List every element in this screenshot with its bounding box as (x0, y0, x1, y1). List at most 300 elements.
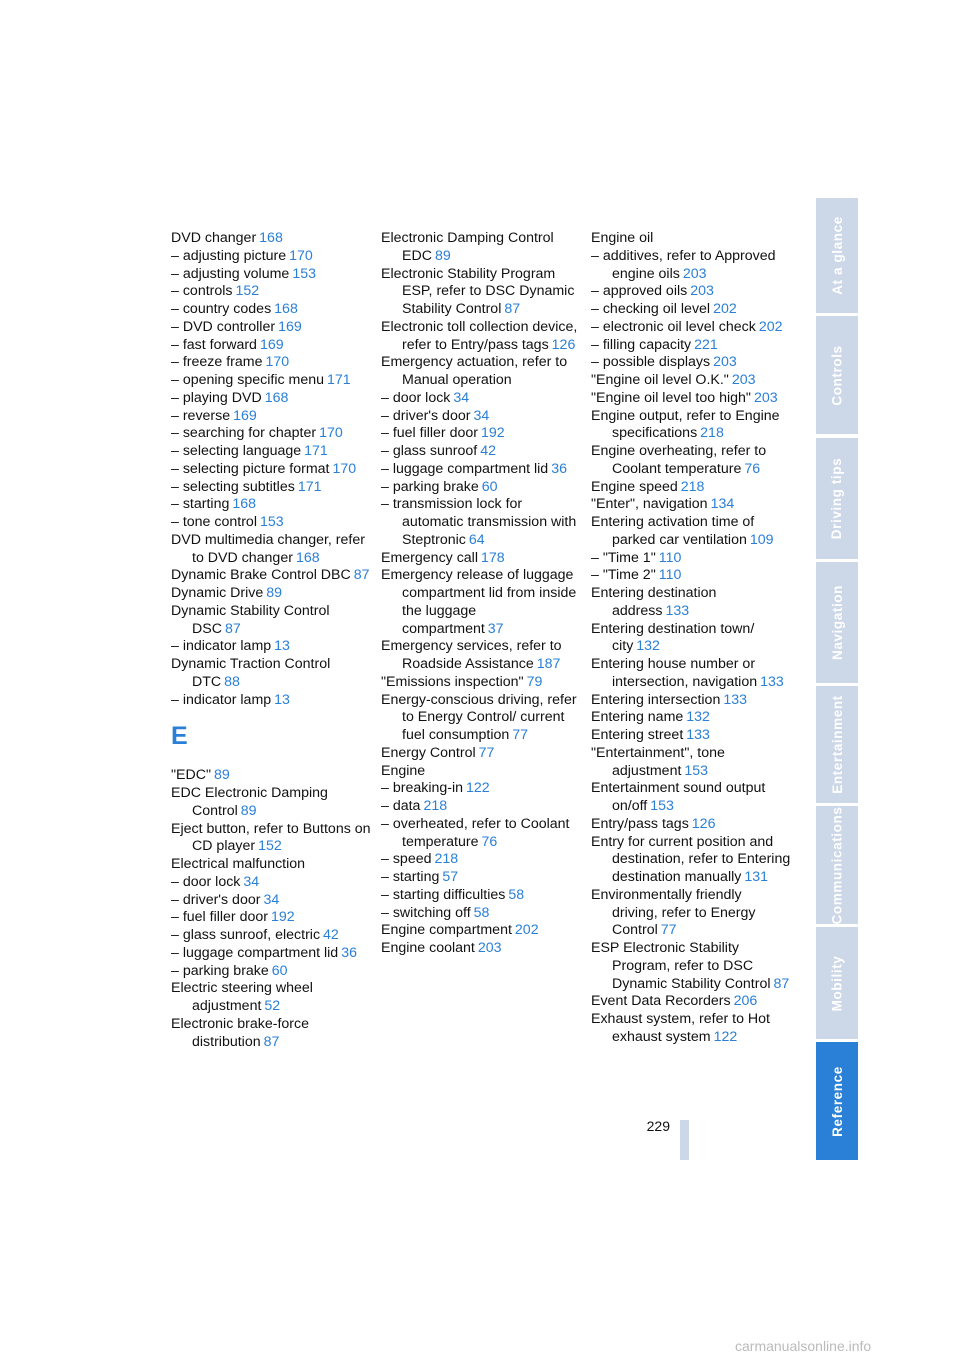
page-reference-link[interactable]: 60 (271, 962, 288, 979)
page-reference-link[interactable]: 76 (744, 460, 761, 477)
page-reference-link[interactable]: 89 (434, 247, 451, 264)
page-reference-link[interactable]: 202 (514, 922, 539, 939)
index-entry (591, 656, 791, 692)
index-entry (171, 266, 373, 284)
index-entry (381, 692, 581, 745)
index-entry (171, 301, 373, 319)
tab-label: Navigation (829, 584, 845, 661)
index-entry (381, 940, 581, 958)
page-reference-link[interactable]: 203 (690, 283, 714, 300)
entry-text: Engine output, refer to Engine specifications (591, 407, 780, 442)
page-reference-link[interactable]: 218 (423, 798, 448, 814)
page-reference-link[interactable]: 169 (233, 407, 257, 424)
index-entry (171, 656, 373, 692)
page-reference-link[interactable]: 168 (232, 496, 257, 513)
page-reference-link[interactable]: 203 (713, 354, 737, 371)
entry-text: – adjusting picture (171, 247, 287, 264)
entry-text: Dynamic Traction Control DTC (171, 656, 331, 690)
entry-text: – fuel filler door (171, 909, 268, 926)
index-entry (381, 851, 581, 869)
page-reference-link[interactable]: 153 (259, 514, 284, 530)
page-reference-link[interactable]: 89 (240, 802, 257, 819)
index-entry (381, 567, 581, 638)
tab-label: At a glance (829, 216, 845, 295)
page-number-bar (680, 1120, 689, 1160)
entry-text: "EDC" (171, 767, 212, 784)
entry-text: "Engine oil level too high" (591, 389, 751, 406)
index-entry (591, 479, 791, 497)
entry-text: – selecting subtitles (171, 478, 295, 495)
index-entry (381, 443, 581, 461)
page-reference-link[interactable]: 171 (304, 443, 328, 459)
index-entry (591, 230, 791, 248)
section-tabs (816, 198, 858, 1160)
page-reference-link[interactable]: 171 (297, 478, 322, 495)
section-letter: E (171, 722, 188, 751)
index-entry (171, 638, 373, 656)
index-entry (171, 909, 373, 927)
index-entry (171, 980, 373, 1016)
page-reference-link[interactable]: 152 (258, 838, 282, 855)
index-entry (171, 874, 373, 892)
index-entry (171, 1016, 373, 1052)
index-entry (171, 585, 373, 603)
index-entry (591, 283, 791, 301)
index-entry (381, 461, 581, 479)
index-entry (591, 390, 791, 408)
entry-text: Emergency services, refer to Roadside Assistance (381, 638, 562, 672)
entry-text: – selecting language (171, 443, 302, 459)
entry-text: Entering destination address (591, 585, 717, 619)
index-entry (591, 319, 791, 337)
index-entry (171, 963, 373, 981)
index-entry (171, 567, 373, 585)
tab-reference[interactable] (816, 1042, 858, 1160)
entry-text: Electronic Damping Control EDC (381, 230, 554, 264)
entry-text: Electronic brake-force distribution (171, 1015, 309, 1050)
entry-text: – indicator lamp (171, 638, 272, 655)
index-entry (591, 709, 791, 727)
index-entry (381, 408, 581, 426)
entry-text: Entering street (591, 727, 684, 743)
page-reference-link[interactable]: 218 (700, 425, 724, 442)
page-reference-link[interactable]: 89 (214, 767, 230, 784)
page-reference-link[interactable]: 187 (536, 656, 561, 672)
page-reference-link[interactable]: 203 (753, 389, 778, 406)
entry-text: Engine compartment (381, 922, 512, 939)
entry-text: Electronic toll collection device, refer to Entry/pass tags (381, 318, 578, 353)
page-reference-link[interactable]: 42 (323, 927, 339, 943)
page-reference-link[interactable]: 152 (235, 283, 260, 300)
index-entry (381, 425, 581, 443)
page-reference-link[interactable]: 178 (481, 549, 505, 566)
entry-text: Dynamic Drive (171, 585, 264, 601)
entry-text: "Entertainment", tone adjustment (591, 744, 725, 779)
entry-text: Energy-conscious driving, refer to Energy Control/ current fuel consumption (381, 691, 577, 743)
index-entry (591, 301, 791, 319)
index-entry (171, 354, 373, 372)
page-reference-link[interactable]: 77 (660, 922, 677, 939)
index-entry (591, 337, 791, 355)
page-reference-link[interactable]: 168 (264, 389, 289, 406)
page-reference-link[interactable]: 153 (292, 265, 316, 282)
watermark: carmanualsonline.info (735, 1338, 872, 1354)
index-entry (591, 993, 791, 1011)
page-reference-link[interactable]: 34 (263, 891, 280, 908)
page-reference-link[interactable]: 131 (744, 869, 769, 885)
tab-label: Mobility (829, 955, 845, 1011)
entry-text: – approved oils (591, 283, 688, 300)
entry-text: Dynamic Brake Control DBC (171, 567, 351, 584)
entry-text: "Enter", navigation (591, 496, 708, 513)
page-reference-link[interactable]: 133 (686, 727, 710, 743)
page-reference-link[interactable]: 79 (526, 673, 543, 690)
index-entry (381, 887, 581, 905)
entry-text: – transmission lock for automatic transmission with Steptronic (381, 496, 577, 548)
page-reference-link[interactable]: 218 (680, 478, 705, 495)
entry-text: – searching for chapter (171, 425, 317, 442)
entry-text: – indicator lamp (171, 691, 272, 708)
index-entry (171, 945, 373, 963)
index-entry (381, 266, 581, 319)
index-entry (381, 638, 581, 674)
entry-text: EDC Electronic Damping Control (171, 785, 328, 819)
page-reference-link[interactable]: 109 (749, 531, 774, 548)
entry-text: Engine oil (591, 230, 654, 246)
entry-text: Electronic Stability Program ESP, refer to DSC Dynamic Stability Control (381, 265, 575, 317)
index-entry (381, 816, 581, 852)
page-reference-link[interactable]: 133 (723, 691, 748, 708)
page-reference-link[interactable]: 170 (289, 247, 313, 264)
entry-text: – controls (171, 283, 233, 300)
entry-text: – glass sunroof, electric (171, 927, 321, 943)
entry-text: – freeze frame (171, 354, 263, 371)
entry-text: – overheated, refer to Coolant temperature (381, 815, 570, 850)
index-column-1 (171, 230, 373, 1051)
tab-label: Entertainment (829, 695, 845, 794)
tab-controls[interactable] (816, 316, 858, 434)
index-entry (171, 821, 373, 857)
entry-text: "Engine oil level O.K." (591, 372, 729, 388)
index-entry (171, 892, 373, 910)
entry-text: – starting difficulties (381, 886, 506, 903)
index-entry (171, 692, 373, 710)
page-reference-link[interactable]: 170 (332, 460, 357, 477)
index-entry (591, 567, 791, 585)
page-reference-link[interactable]: 171 (327, 372, 351, 388)
entry-text: Entertainment sound output on/off (591, 780, 766, 814)
page-reference-link[interactable]: 34 (453, 389, 470, 406)
entry-text: – adjusting volume (171, 265, 290, 282)
page-reference-link[interactable]: 126 (691, 815, 716, 832)
index-entry (171, 319, 373, 337)
entry-text: – selecting picture format (171, 460, 330, 477)
entry-text: – starting (381, 869, 440, 885)
page-reference-link[interactable]: 221 (694, 336, 718, 353)
index-entry (171, 337, 373, 355)
page-reference-link[interactable]: 168 (259, 230, 283, 246)
index-entry (381, 798, 581, 816)
index-entry (591, 940, 791, 993)
index-entry (381, 869, 581, 887)
entry-text: – "Time 2" (591, 567, 656, 584)
index-entry (171, 603, 373, 639)
index-entry (591, 496, 791, 514)
page-reference-link[interactable]: 203 (682, 265, 707, 282)
entry-text: – switching off (381, 904, 471, 921)
entry-text: – possible displays (591, 354, 711, 371)
page-reference-link[interactable]: 170 (319, 425, 343, 442)
entry-text: – parking brake (171, 962, 269, 979)
index-entry (171, 408, 373, 426)
page-reference-link[interactable]: 87 (353, 567, 370, 584)
entry-text: – tone control (171, 514, 257, 530)
index-entry (171, 479, 373, 497)
page-reference-link[interactable]: 57 (442, 869, 459, 885)
index-entry (171, 230, 373, 248)
page-reference-link[interactable]: 77 (478, 744, 495, 761)
entry-text: – playing DVD (171, 389, 262, 406)
entry-text: – starting (171, 496, 230, 513)
page-reference-link[interactable]: 192 (271, 909, 295, 926)
entry-text: ESP Electronic Stability Program, refer to DSC Dynamic Stability Control (591, 940, 771, 992)
page-reference-link[interactable]: 36 (551, 460, 567, 477)
entry-text: Eject button, refer to Buttons on CD player (171, 820, 371, 855)
entry-text: "Emissions inspection" (381, 673, 524, 690)
page-reference-link[interactable]: 133 (665, 602, 690, 619)
entry-text: Engine overheating, refer to Coolant temperature (591, 443, 767, 477)
index-entry (171, 496, 373, 514)
page-reference-link[interactable]: 76 (481, 833, 498, 850)
entry-text: Engine (381, 762, 426, 779)
page-reference-link[interactable]: 203 (731, 372, 756, 388)
tab-entertainment[interactable] (816, 686, 858, 803)
index-entry (381, 905, 581, 923)
page-reference-link[interactable]: 36 (341, 944, 357, 961)
page-reference-link[interactable]: 203 (477, 940, 502, 956)
index-entry (381, 496, 581, 549)
index-entry (591, 692, 791, 710)
entry-text: Entering intersection (591, 691, 721, 708)
index-entry (171, 767, 373, 785)
entry-text: – fuel filler door (381, 425, 478, 442)
page-reference-link[interactable]: 132 (636, 638, 660, 655)
tab-driving-tips[interactable] (816, 438, 858, 559)
index-entry (591, 408, 791, 444)
entry-text: – breaking-in (381, 780, 464, 797)
page-reference-link[interactable]: 88 (224, 673, 240, 690)
page-reference-link[interactable]: 134 (710, 496, 735, 513)
tab-mobility[interactable] (816, 927, 858, 1039)
index-column-3 (591, 230, 791, 1047)
entry-text: Environmentally friendly driving, refer to Energy Control (591, 886, 756, 939)
entry-text: – door lock (171, 873, 241, 890)
index-entry (381, 550, 581, 568)
tab-at-a-glance[interactable] (816, 198, 858, 313)
entry-text: Exhaust system, refer to Hot exhaust system (591, 1011, 770, 1045)
index-entry (381, 763, 581, 781)
index-entry (171, 390, 373, 408)
entry-text: – DVD controller (171, 318, 276, 335)
page-reference-link[interactable]: 58 (473, 904, 490, 921)
page-reference-link[interactable]: 218 (434, 851, 459, 868)
page-reference-link[interactable]: 153 (684, 762, 709, 779)
entry-text: – speed (381, 851, 432, 868)
index-entry (591, 585, 791, 621)
index-entry (591, 727, 791, 745)
index-entry (171, 248, 373, 266)
entry-text: – glass sunroof (381, 443, 478, 459)
index-entry (171, 461, 373, 479)
index-entry (171, 443, 373, 461)
tab-label: Communications (829, 806, 845, 924)
entry-text: – checking oil level (591, 301, 711, 317)
index-entry (171, 514, 373, 532)
entry-text: Emergency release of luggage compartment lid from inside the luggage compartment (381, 567, 577, 637)
index-entry (381, 479, 581, 497)
entry-text: Entering house number or intersection, navigation (591, 656, 758, 690)
index-entry (171, 372, 373, 390)
page-reference-link[interactable]: 13 (274, 691, 290, 708)
entry-text: – "Time 1" (591, 549, 656, 566)
page-reference-link[interactable]: 77 (512, 727, 529, 743)
page-reference-link[interactable]: 170 (265, 354, 290, 371)
page-reference-link[interactable]: 169 (259, 336, 284, 353)
index-entry (171, 927, 373, 945)
tab-label: Driving tips (829, 457, 845, 540)
index-entry (591, 354, 791, 372)
entry-text: – driver's door (381, 407, 471, 424)
page-reference-link[interactable]: 133 (760, 673, 784, 690)
tab-label: Reference (829, 1065, 845, 1137)
index-entry (591, 550, 791, 568)
page-reference-link[interactable]: 64 (468, 531, 485, 548)
page-reference-link[interactable]: 34 (473, 407, 490, 424)
index-entry (381, 780, 581, 798)
entry-text: Entering activation time of parked car ventilation (591, 514, 755, 548)
entry-text: DVD changer (171, 230, 257, 246)
page-reference-link[interactable]: 60 (481, 478, 498, 495)
entry-text: Event Data Recorders (591, 993, 731, 1010)
index-entry (591, 1011, 791, 1047)
page-number: 229 (646, 1118, 670, 1134)
tab-label: Controls (829, 344, 845, 406)
page-reference-link[interactable]: 58 (508, 886, 525, 903)
entries-e (171, 767, 373, 1051)
page-reference-link[interactable]: 87 (504, 301, 521, 317)
page-reference-link[interactable]: 37 (487, 620, 504, 637)
index-entry (591, 514, 791, 550)
page-reference-link[interactable]: 42 (480, 443, 496, 459)
index-entry (381, 390, 581, 408)
entry-text: – reverse (171, 407, 231, 424)
entry-text: – driver's door (171, 891, 261, 908)
page-reference-link[interactable]: 169 (278, 318, 302, 335)
entry-text: Electrical malfunction (171, 856, 306, 872)
entry-text: – country codes (171, 301, 272, 317)
index-entry (171, 532, 373, 568)
page-reference-link[interactable]: 202 (758, 318, 783, 335)
tab-navigation[interactable] (816, 562, 858, 683)
index-entry (591, 745, 791, 781)
page-reference-link[interactable]: 52 (264, 998, 281, 1014)
entry-text: Emergency actuation, refer to Manual operation (381, 354, 568, 388)
page-reference-link[interactable]: 122 (713, 1028, 738, 1045)
page-reference-link[interactable]: 87 (263, 1033, 280, 1050)
entry-text: – additives, refer to Approved engine oils (591, 247, 776, 282)
page-reference-link[interactable]: 34 (243, 873, 260, 890)
index-entry (591, 443, 791, 479)
entry-text: Entry/pass tags (591, 815, 689, 832)
entry-text: – opening specific menu (171, 372, 325, 388)
entry-text: Emergency call (381, 549, 478, 566)
index-entry (381, 319, 581, 355)
page-reference-link[interactable]: 89 (266, 585, 283, 601)
index-entry (171, 283, 373, 301)
index-entry (381, 922, 581, 940)
entry-text: – data (381, 798, 421, 814)
entry-text: Electric steering wheel adjustment (171, 980, 313, 1014)
page-reference-link[interactable]: 206 (733, 993, 758, 1010)
entry-text: DVD multimedia changer, refer to DVD changer (171, 531, 365, 566)
page-reference-link[interactable]: 132 (686, 709, 710, 726)
entry-text: Entering name (591, 709, 684, 726)
page-reference-link[interactable]: 202 (713, 301, 737, 317)
entry-text: Engine coolant (381, 940, 475, 956)
entry-text: – luggage compartment lid (381, 460, 549, 477)
page-reference-link[interactable]: 168 (295, 549, 320, 566)
entry-text: – luggage compartment lid (171, 944, 339, 961)
page-reference-link[interactable]: 110 (658, 567, 682, 584)
tab-communications[interactable] (816, 806, 858, 924)
entry-text: – filling capacity (591, 336, 692, 353)
entry-text: – electronic oil level check (591, 318, 756, 335)
index-entry (381, 230, 581, 266)
page-reference-link[interactable]: 110 (658, 549, 682, 566)
page-reference-link[interactable]: 192 (481, 425, 505, 442)
index-entry (381, 674, 581, 692)
index-entry (381, 745, 581, 763)
index-entry (171, 856, 373, 874)
index-entry (591, 780, 791, 816)
page-reference-link[interactable]: 168 (274, 301, 298, 317)
entry-text: Engine speed (591, 478, 678, 495)
page-reference-link[interactable]: 87 (224, 620, 241, 637)
index-entry (171, 785, 373, 821)
entry-text: Dynamic Stability Control DSC (171, 602, 330, 637)
page-reference-link[interactable]: 87 (773, 975, 790, 992)
index-entry (591, 816, 791, 834)
entry-text: Energy Control (381, 744, 476, 761)
index-column-2 (381, 230, 581, 958)
entry-text: Entering destination town/ city (591, 620, 755, 655)
index-entry (591, 372, 791, 390)
entry-text: Entry for current position and destination, refer to Entering destination manually (591, 833, 791, 885)
index-entry (171, 425, 373, 443)
page-reference-link[interactable]: 126 (551, 336, 576, 353)
page-reference-link[interactable]: 122 (466, 780, 490, 797)
index-entry (591, 834, 791, 887)
page-reference-link[interactable]: 13 (274, 638, 290, 655)
index-entry (591, 887, 791, 940)
entries-d (171, 230, 373, 709)
entry-text: – parking brake (381, 478, 479, 495)
index-entry (381, 354, 581, 390)
index-entry (591, 621, 791, 657)
entry-text: – door lock (381, 389, 451, 406)
page-reference-link[interactable]: 153 (650, 798, 674, 814)
entry-text: – fast forward (171, 336, 257, 353)
